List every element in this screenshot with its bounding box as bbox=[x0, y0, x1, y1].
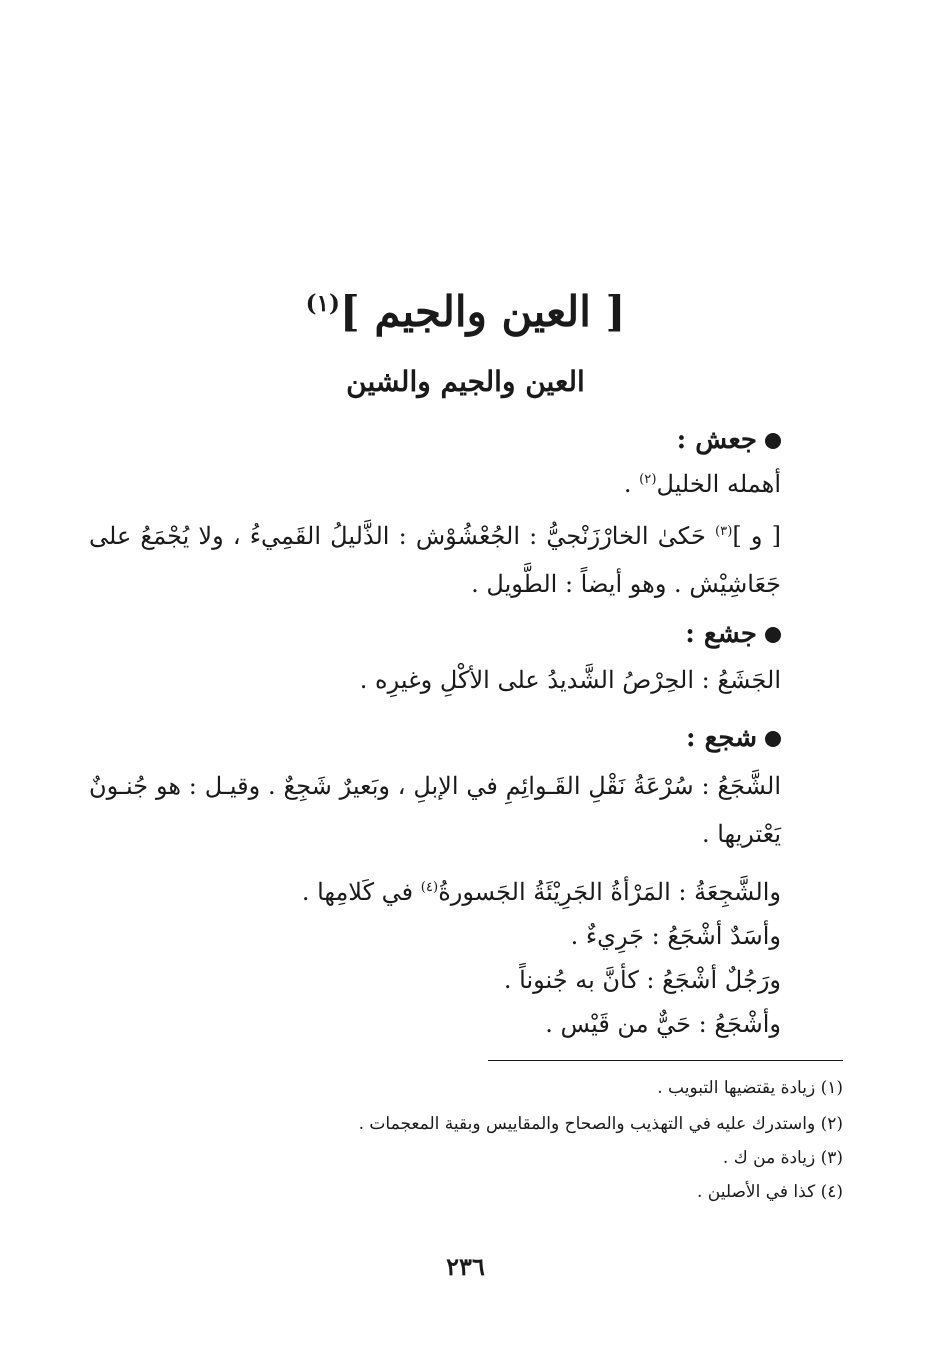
entry-heading-jasha bbox=[685, 614, 781, 654]
entry-line-text: والشَّجِعَةُ : المَرْأةُ الجَرِيْئَةُ الجَسورةُ bbox=[438, 878, 781, 906]
entry-heading-text: شجع : bbox=[685, 723, 757, 753]
footnote-ref: (٣) bbox=[714, 524, 733, 539]
entry-line-text: [ و ] bbox=[732, 522, 781, 550]
bullet-icon bbox=[765, 731, 781, 747]
section-subtitle: العين والجيم والشين bbox=[346, 365, 585, 398]
entry-line-text: في كَلامِها . bbox=[301, 878, 421, 906]
footnote: (٤) كذا في الأصلين . bbox=[696, 1182, 843, 1202]
entry-heading-text: جعش : bbox=[676, 425, 757, 455]
entry-heading-text: جشع : bbox=[685, 619, 757, 649]
entry-heading-jaash bbox=[677, 420, 781, 460]
entry-heading-shaja bbox=[686, 718, 781, 758]
entry-line: الجَشَعُ : الحِرْصُ الشَّديدُ على الأكْلِ وغيرِه . bbox=[359, 666, 781, 694]
page-number: ٢٣٦ bbox=[446, 1252, 485, 1281]
chapter-title bbox=[0, 282, 931, 342]
chapter-title-text: [ العين والجيم ] bbox=[339, 287, 626, 336]
entry-line-text: أهمله الخليل bbox=[656, 470, 781, 498]
footnote-divider bbox=[488, 1060, 843, 1061]
entry-line: ورَجُلٌ أشْجَعُ : كأنَّ به جُنوناً . bbox=[503, 966, 781, 994]
entry-line-text: . bbox=[623, 470, 640, 498]
entry-line bbox=[624, 464, 781, 504]
footnote: (٣) زيادة من ك . bbox=[722, 1148, 843, 1168]
entry-line: وأسَدٌ أشْجَعُ : جَرِيءٌ . bbox=[570, 922, 781, 950]
footnote: (٢) واستدرك عليه في التهذيب والصحاح والمقاييس وبقية المعجمات . bbox=[358, 1114, 843, 1134]
footnote-ref: (٤) bbox=[420, 880, 439, 895]
footnote-ref: (٢) bbox=[639, 472, 657, 487]
bullet-icon bbox=[765, 433, 781, 449]
entry-paragraph: الشَّجَعُ : سُرْعَةُ نَقْلِ القَـوائِمِ في الإبلِ ، وبَعيرٌ شَجِعٌ . وقيـل : هو جُنـونٌ يَعْتريها . bbox=[89, 772, 781, 848]
footnote: (١) زيادة يقتضيها التبويب . bbox=[657, 1078, 843, 1098]
entry-line bbox=[302, 872, 781, 912]
entry-line: وأشْجَعُ : حَيٌّ من قَيْس . bbox=[545, 1010, 781, 1038]
entry-paragraph bbox=[89, 512, 781, 608]
bullet-icon bbox=[765, 627, 781, 643]
footnote-ref: (١) bbox=[305, 290, 340, 317]
entry-line-text: حَكىٰ الخارْزَنْجيُّ : الجُعْشُوْش : الذَّليلُ القَمِيءُ ، ولا يُجْمَعُ على جَعَاشِيْش . وهو أيضاً : الطَّويل . bbox=[89, 522, 781, 598]
